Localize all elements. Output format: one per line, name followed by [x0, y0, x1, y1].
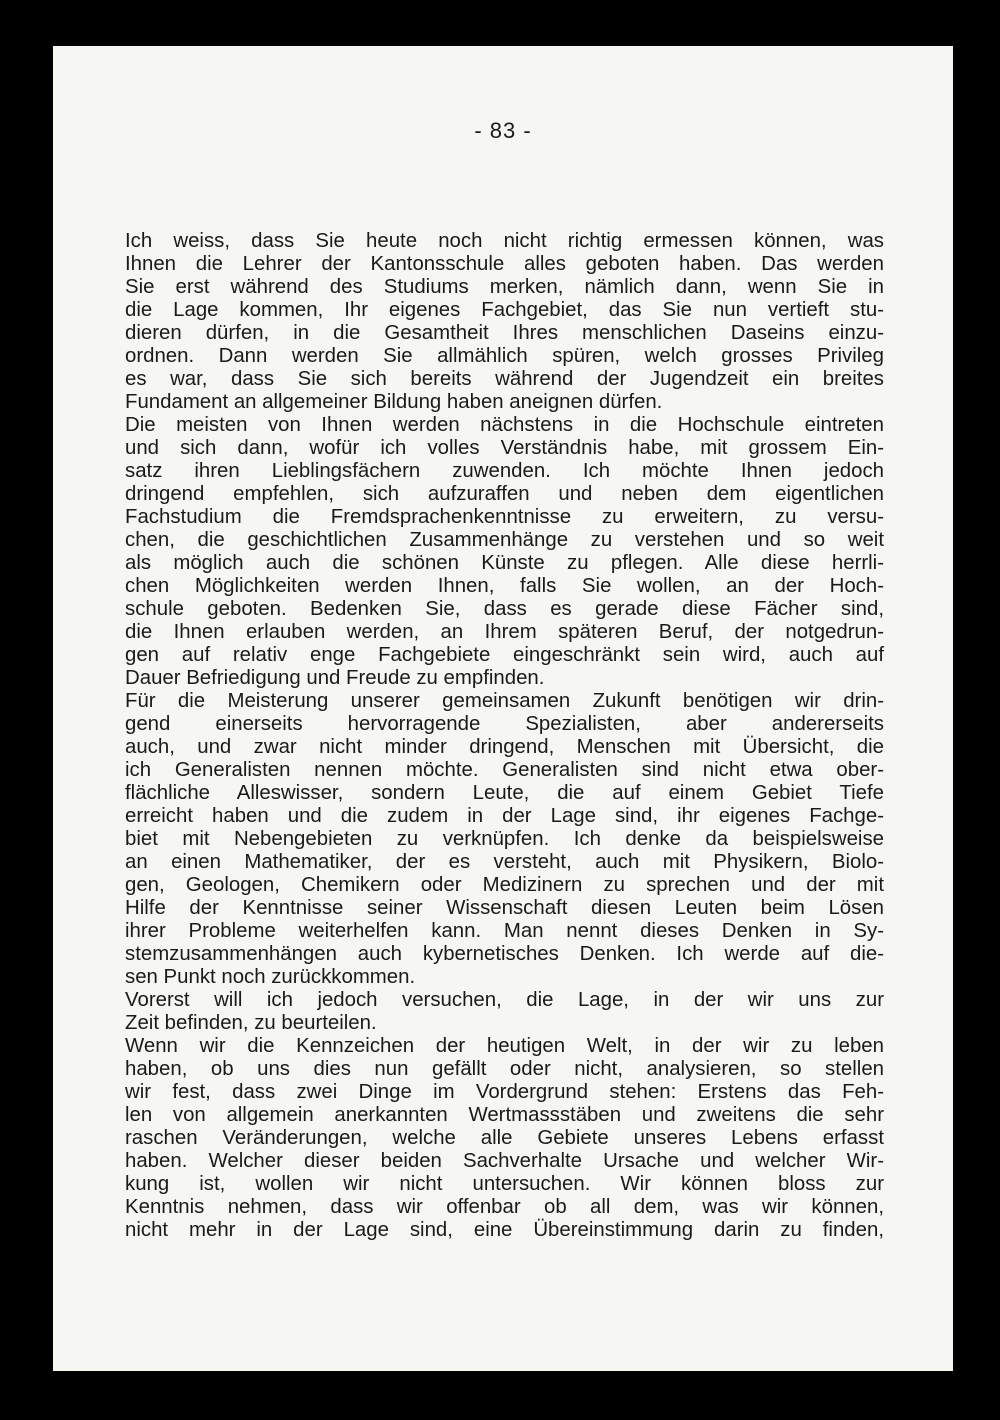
text-line: Hilfe der Kenntnisse seiner Wissenschaft diesen Leuten beim Lösen — [125, 897, 884, 919]
text-line: Fundament an allgemeiner Bildung haben aneignen dürfen. — [125, 391, 663, 413]
text-line: ordnen. Dann werden Sie allmählich spüren, welch grosses Privileg — [125, 345, 884, 367]
body-text — [125, 230, 884, 1242]
text-line: Fachstudium die Fremdsprachenkenntnisse zu erweitern, zu versu- — [125, 506, 884, 528]
text-line: chen Möglichkeiten werden Ihnen, falls Sie wollen, an der Hoch- — [125, 575, 884, 597]
text-line: stemzusammenhängen auch kybernetisches Denken. Ich werde auf die- — [125, 943, 884, 965]
text-line: schule geboten. Bedenken Sie, dass es gerade diese Fächer sind, — [125, 598, 884, 620]
text-line: ihrer Probleme weiterhelfen kann. Man nennt dieses Denken in Sy- — [125, 920, 884, 942]
text-line: auch, und zwar nicht minder dringend, Menschen mit Übersicht, die — [125, 736, 884, 758]
text-line: raschen Veränderungen, welche alle Gebiete unseres Lebens erfasst — [125, 1127, 884, 1149]
text-line: Dauer Befriedigung und Freude zu empfinden. — [125, 667, 545, 689]
text-line: Für die Meisterung unserer gemeinsamen Zukunft benötigen wir drin- — [125, 690, 884, 712]
text-line: Die meisten von Ihnen werden nächstens in die Hochschule eintreten — [125, 414, 884, 436]
text-line: erreicht haben und die zudem in der Lage sind, ihr eigenes Fachge- — [125, 805, 884, 827]
text-line: an einen Mathematiker, der es versteht, auch mit Physikern, Biolo- — [125, 851, 884, 873]
text-line: flächliche Alleswisser, sondern Leute, die auf einem Gebiet Tiefe — [125, 782, 884, 804]
text-line: gend einerseits hervorragende Spezialisten, aber andererseits — [125, 713, 884, 735]
text-line: als möglich auch die schönen Künste zu pflegen. Alle diese herrli- — [125, 552, 884, 574]
page-number: - 83 - — [474, 118, 532, 143]
text-line: gen auf relativ enge Fachgebiete eingeschränkt sein wird, auch auf — [125, 644, 884, 666]
text-line: und sich dann, wofür ich volles Verständnis habe, mit grossem Ein- — [125, 437, 884, 459]
text-line: satz ihren Lieblingsfächern zuwenden. Ich möchte Ihnen jedoch — [125, 460, 884, 482]
text-line: es war, dass Sie sich bereits während der Jugendzeit ein breites — [125, 368, 884, 390]
text-line: nicht mehr in der Lage sind, eine Übereinstimmung darin zu finden, — [125, 1219, 884, 1241]
text-line: kung ist, wollen wir nicht untersuchen. Wir können bloss zur — [125, 1173, 884, 1195]
text-line: die Lage kommen, Ihr eigenes Fachgebiet, das Sie nun vertieft stu- — [125, 299, 884, 321]
text-line: wir fest, dass zwei Dinge im Vordergrund stehen: Erstens das Feh- — [125, 1081, 884, 1103]
text-line: biet mit Nebengebieten zu verknüpfen. Ich denke da beispielsweise — [125, 828, 884, 850]
text-line: Ich weiss, dass Sie heute noch nicht richtig ermessen können, was — [125, 230, 884, 252]
text-line: Zeit befinden, zu beurteilen. — [125, 1012, 377, 1034]
text-line: chen, die geschichtlichen Zusammenhänge zu verstehen und so weit — [125, 529, 884, 551]
text-line: haben. Welcher dieser beiden Sachverhalte Ursache und welcher Wir- — [125, 1150, 884, 1172]
text-line: gen, Geologen, Chemikern oder Medizinern zu sprechen und der mit — [125, 874, 884, 896]
document-page — [53, 46, 953, 1371]
text-line: dieren dürfen, in die Gesamtheit Ihres menschlichen Daseins einzu- — [125, 322, 884, 344]
text-line: Ihnen die Lehrer der Kantonsschule alles geboten haben. Das werden — [125, 253, 884, 275]
text-line: Vorerst will ich jedoch versuchen, die Lage, in der wir uns zur — [125, 989, 884, 1011]
text-line: Wenn wir die Kennzeichen der heutigen Welt, in der wir zu leben — [125, 1035, 884, 1057]
text-line: Sie erst während des Studiums merken, nämlich dann, wenn Sie in — [125, 276, 884, 298]
text-line: len von allgemein anerkannten Wertmassstäben und zweitens die sehr — [125, 1104, 884, 1126]
text-line: haben, ob uns dies nun gefällt oder nicht, analysieren, so stellen — [125, 1058, 884, 1080]
text-line: dringend empfehlen, sich aufzuraffen und neben dem eigentlichen — [125, 483, 884, 505]
text-line: die Ihnen erlauben werden, an Ihrem späteren Beruf, der notgedrun- — [125, 621, 884, 643]
text-line: Kenntnis nehmen, dass wir offenbar ob all dem, was wir können, — [125, 1196, 884, 1218]
text-line: ich Generalisten nennen möchte. Generalisten sind nicht etwa ober- — [125, 759, 884, 781]
text-line: sen Punkt noch zurückkommen. — [125, 966, 416, 988]
